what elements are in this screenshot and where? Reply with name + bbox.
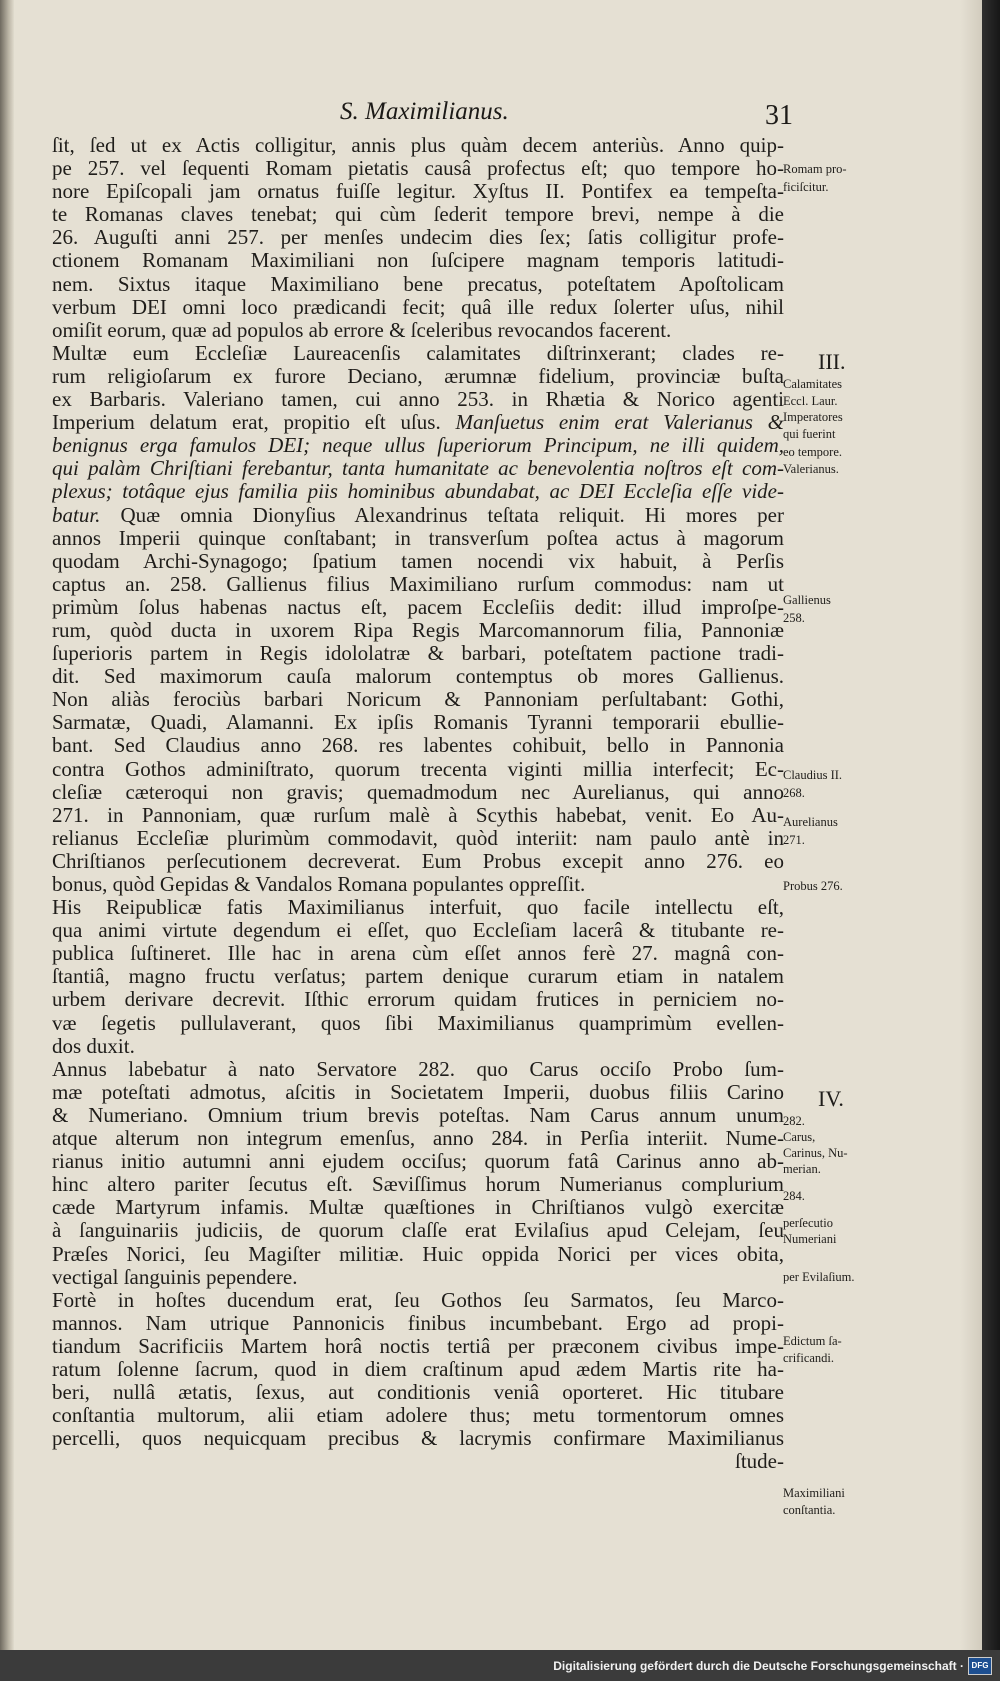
text-line bbox=[52, 1450, 784, 1473]
page-edge-shadow bbox=[960, 0, 982, 1650]
text-run: Quæ omnia Dionyſius Alexandrinus teſtata reliquit. Hi mores per bbox=[100, 503, 784, 527]
text-run: ratum ſolenne ſacrum, quod in diem craſtinum apud ædem Martis rite ha- bbox=[52, 1357, 784, 1381]
text-run: omiſit eorum, quæ ad populos ab errore & ſceleribus revocandos facerent. bbox=[52, 318, 672, 342]
margin-note: Imperatores bbox=[783, 410, 843, 424]
text-line bbox=[52, 480, 784, 503]
text-line bbox=[52, 1173, 784, 1196]
text-run: Annus labebatur à nato Servatore 282. quo Carus occiſo Probo ſum- bbox=[52, 1057, 784, 1081]
text-line bbox=[52, 1012, 784, 1035]
text-run: Multæ eum Eccleſiæ Laureacenſis calamitates diſtrinxerant; clades re- bbox=[52, 341, 784, 365]
text-line bbox=[52, 342, 784, 365]
text-run: rum religioſarum ex furore Deciano, ærumnæ fidelium, provinciæ buſta bbox=[52, 364, 784, 388]
text-line bbox=[52, 1127, 784, 1150]
text-run: bant. Sed Claudius anno 268. res labentes cohibuit, bello in Pannonia bbox=[52, 734, 784, 758]
text-run: rum, quòd ducta in uxorem Ripa Regis Marcomannorum filia, Pannoniæ bbox=[52, 618, 784, 642]
text-run: Chriſtianos perſecutionem decreverat. Eum Probus excepit anno 276. eo bbox=[52, 849, 784, 873]
text-line bbox=[52, 1289, 784, 1312]
text-run: ſtantiâ, magno fructu verſatus; partem denique curarum etiam in natalem bbox=[52, 965, 784, 989]
text-run: relianus Eccleſiæ plurimùm commodavit, quòd interiit: nam paulo antè in bbox=[52, 826, 784, 850]
text-run: His Reipublicæ fatis Maximilianus interfuit, quo facile intellectu eſt, bbox=[52, 896, 784, 920]
text-line bbox=[52, 896, 784, 919]
margin-note: III. bbox=[818, 349, 846, 374]
text-line bbox=[52, 596, 784, 619]
text-line bbox=[52, 1381, 784, 1404]
page-gutter bbox=[0, 0, 14, 1650]
margin-note: Claudius II. bbox=[783, 768, 843, 782]
text-run: tiandum Sacrificiis Martem horâ noctis tertiâ per præconem civibus impe- bbox=[52, 1334, 784, 1358]
text-run: mæ poteſtati admotus, aſcitis in Societatem Imperii, duobus filiis Carino bbox=[52, 1080, 784, 1104]
text-line bbox=[52, 1404, 784, 1427]
text-line bbox=[52, 1150, 784, 1173]
text-run: Imperium delatum erat, propitio eſt uſus. bbox=[52, 411, 456, 435]
text-run: cæde Martyrum infamis. Multæ quæſtiones in Chriſtianos vulgò exercitæ bbox=[52, 1196, 784, 1220]
text-line bbox=[52, 1266, 784, 1289]
text-line bbox=[52, 365, 784, 388]
text-line bbox=[52, 550, 784, 573]
funding-notice: Digitalisierung gefördert durch die Deutsche Forschungsgemeinschaft · bbox=[553, 1659, 964, 1673]
margin-note: qui fuerint bbox=[783, 427, 836, 441]
text-run: ctionem Romanam Maximiliani non ſuſcipere magnam temporis latitudi- bbox=[52, 249, 784, 273]
text-run: percelli, quos nequicquam precibus & lacrymis confirmare Maximilianus bbox=[52, 1427, 784, 1451]
text-line bbox=[52, 827, 784, 850]
scan-border bbox=[982, 0, 1000, 1681]
text-line bbox=[52, 688, 784, 711]
text-line bbox=[52, 226, 784, 249]
italic-text-run: plexus; totâque ejus familia piis hominibus abundabat, ac DEI Eccleſia eſſe vide- bbox=[52, 480, 784, 504]
text-run: vectigal ſanguinis pependere. bbox=[52, 1265, 298, 1289]
text-run: nem. Sixtus itaque Maximiliano bene precatus, poteſtatem Apoſtolicam bbox=[52, 272, 784, 296]
margin-note: eo tempore. bbox=[783, 445, 843, 459]
text-line bbox=[52, 1035, 784, 1058]
text-line bbox=[52, 388, 784, 411]
text-run: ſtude- bbox=[735, 1450, 784, 1474]
text-line bbox=[52, 873, 784, 896]
text-line bbox=[52, 134, 784, 157]
italic-text-run: qui palàm Chriſtiani ferebantur, tanta humanitate ac benevolentia noſtros eſt com- bbox=[52, 457, 784, 481]
margin-note: Numeriani bbox=[783, 1232, 837, 1246]
text-run: urbem derivare decrevit. Iſthic errorum quidam frutices in perniciem no- bbox=[52, 988, 784, 1012]
text-line bbox=[52, 573, 784, 596]
text-run: mannos. Nam utrique Pannonicis finibus incumbebant. Ergo ad propi- bbox=[52, 1311, 784, 1335]
margin-note: 271. bbox=[783, 833, 805, 847]
text-line bbox=[52, 434, 784, 457]
text-run: pe 257. vel ſequenti Romam pietatis causâ profectus eſt; quo tempore ho- bbox=[52, 157, 784, 181]
text-run: cleſiæ cæteroqui non gravis; quemadmodum nec Aurelianus, qui anno bbox=[52, 780, 784, 804]
text-line bbox=[52, 711, 784, 734]
text-line bbox=[52, 273, 784, 296]
text-line bbox=[52, 319, 784, 342]
text-line bbox=[52, 180, 784, 203]
text-line bbox=[52, 411, 784, 434]
text-line bbox=[52, 1243, 784, 1266]
margin-note: 284. bbox=[783, 1189, 805, 1203]
page-number: 31 bbox=[765, 100, 793, 131]
text-run: bonus, quòd Gepidas & Vandalos Romana populantes oppreſſit. bbox=[52, 873, 586, 896]
text-run: ſit, ſed ut ex Actis colligitur, annis plus quàm decem anteriùs. Anno quip- bbox=[52, 134, 784, 157]
text-line bbox=[52, 1058, 784, 1081]
text-run: atque alterum non integrum emenſus, anno 284. in Perſia interiit. Nume- bbox=[52, 1127, 784, 1151]
text-run: & Numeriano. Omnium trium brevis poteſtas. Nam Carus annum unum bbox=[52, 1103, 784, 1127]
margin-note: crificandi. bbox=[783, 1351, 835, 1365]
text-line bbox=[52, 850, 784, 873]
margin-note: Carinus, Nu- bbox=[783, 1146, 848, 1160]
text-run: Sarmatæ, Quadi, Alamanni. Ex ipſis Romanis Tyranni temporarii ebullie- bbox=[52, 711, 784, 735]
margin-note: Valerianus. bbox=[783, 462, 839, 476]
text-line bbox=[52, 504, 784, 527]
text-run: quodam Archi-Synagogo; ſpatium tamen nocendi vix habuit, à Perſis bbox=[52, 549, 784, 573]
running-header: S. Maximilianus. bbox=[340, 98, 509, 125]
dfg-logo-icon: DFG bbox=[968, 1657, 992, 1675]
text-line bbox=[52, 1081, 784, 1104]
text-run: beri, nullâ ætatis, ſexus, aut conditionis veniâ oporteret. Hic titubare bbox=[52, 1381, 784, 1405]
text-line bbox=[52, 157, 784, 180]
text-run: ex Barbaris. Valeriano tamen, cui anno 253. in Rhætia & Norico agenti bbox=[52, 388, 784, 412]
margin-note: perſecutio bbox=[783, 1216, 833, 1230]
text-line bbox=[52, 296, 784, 319]
text-line bbox=[52, 1312, 784, 1335]
text-run: te Romanas claves tenebat; qui cùm ſederit tempore brevi, nempe à die bbox=[52, 203, 784, 227]
margin-note: Gallienus bbox=[783, 593, 831, 607]
text-line bbox=[52, 1196, 784, 1219]
margin-note: Edictum ſa- bbox=[783, 1334, 842, 1348]
text-run: Fortè in hoſtes ducendum erat, ſeu Gothos ſeu Sarmatos, ſeu Marco- bbox=[52, 1288, 784, 1312]
text-line bbox=[52, 781, 784, 804]
text-line bbox=[52, 942, 784, 965]
margin-note: 268. bbox=[783, 786, 805, 800]
text-line bbox=[52, 457, 784, 480]
text-run: ſuperioris partem in Regis idololatræ & barbari, poteſtatem pactione tradi- bbox=[52, 642, 784, 666]
text-run: rianus initio autumni anni ejudem occiſus; quorum fatâ Carinus anno ab- bbox=[52, 1150, 784, 1174]
margin-note: Probus 276. bbox=[783, 879, 843, 893]
text-line bbox=[52, 758, 784, 781]
text-line bbox=[52, 1104, 784, 1127]
text-run: primùm ſolus habenas nactus eſt, pacem Eccleſiis dedit: illud improſpe- bbox=[52, 595, 784, 619]
italic-text-run: benignus erga famulos DEI; neque ullus ſuperiorum Principum, ne illi quidem, bbox=[52, 434, 784, 458]
text-run: contra Gothos adminiſtrato, quorum trecenta viginti millia interfecit; Ec- bbox=[52, 757, 784, 781]
margin-note: 282. bbox=[783, 1114, 805, 1128]
text-line bbox=[52, 1219, 784, 1242]
margin-note: ficiſcitur. bbox=[783, 180, 829, 194]
margin-note: conſtantia. bbox=[783, 1503, 836, 1517]
text-run: verbum DEI omni loco prædicandi fecit; quâ ille redux ſolerter uſus, nihil bbox=[52, 295, 784, 319]
margin-note: Romam pro- bbox=[783, 162, 847, 176]
margin-note: Maximiliani bbox=[783, 1486, 845, 1500]
text-run: à ſanguinariis judiciis, de quorum claſſe erat Evilaſius apud Celejam, ſeu bbox=[52, 1219, 784, 1243]
margin-note: 258. bbox=[783, 611, 805, 625]
text-line bbox=[52, 203, 784, 226]
italic-text-run: batur. bbox=[52, 503, 101, 527]
text-run: 26. Auguſti anni 257. per menſes undecim dies ſex; ſatis colligitur profe- bbox=[52, 226, 784, 250]
margin-note: IV. bbox=[818, 1086, 844, 1111]
text-line bbox=[52, 665, 784, 688]
margin-note: Carus, bbox=[783, 1130, 816, 1144]
text-run: conſtantia multorum, alii etiam adolere thus; metu tormentorum omnes bbox=[52, 1404, 784, 1428]
text-run: dit. Sed maximorum cauſa malorum contemptus ob mores Gallienus. bbox=[52, 665, 784, 689]
margin-note: Aurelianus bbox=[783, 815, 838, 829]
margin-note: Calamitates bbox=[783, 377, 843, 391]
text-line bbox=[52, 1335, 784, 1358]
text-run: hinc altero pariter ſecutus eſt. Sæviſſimus horum Numerianus complurium bbox=[52, 1173, 784, 1197]
text-line bbox=[52, 527, 784, 550]
text-run: publica ſuſtineret. Ille hac in arena cùm eſſet annos ferè 27. magnâ con- bbox=[52, 942, 784, 966]
text-run: annos Imperii quinque conſtabant; in transverſum poſtea actus à magorum bbox=[52, 526, 784, 550]
text-line bbox=[52, 965, 784, 988]
text-run: Non aliàs ferociùs barbari Noricum & Pannoniam perſultabant: Gothi, bbox=[52, 688, 784, 712]
text-line bbox=[52, 804, 784, 827]
text-run: 271. in Pannoniam, quæ rurſum malè à Scythis habebat, venit. Eo Au- bbox=[52, 803, 784, 827]
text-line bbox=[52, 642, 784, 665]
text-line bbox=[52, 988, 784, 1011]
text-line bbox=[52, 734, 784, 757]
text-run: dos duxit. bbox=[52, 1034, 135, 1058]
margin-note: merian. bbox=[783, 1162, 821, 1176]
text-line bbox=[52, 1358, 784, 1381]
text-run: qua animi virtute degendum ei eſſet, quo Eccleſiam lacerâ & titubante re- bbox=[52, 919, 784, 943]
text-run: Præſes Norici, ſeu Magiſter militiæ. Huic oppida Norici per vices obita, bbox=[52, 1242, 784, 1266]
margin-note: Eccl. Laur. bbox=[783, 394, 838, 408]
text-run: captus an. 258. Gallienus filius Maximiliano rurſum commodus: nam ut bbox=[52, 572, 784, 596]
text-line bbox=[52, 619, 784, 642]
text-line bbox=[52, 1427, 784, 1450]
text-line bbox=[52, 249, 784, 272]
italic-text-run: Manſuetus enim erat Valerianus & bbox=[455, 411, 784, 435]
text-run: nore Epiſcopali jam ornatus fuiſſe legitur. Xyſtus II. Pontifex ea tempeſta- bbox=[52, 180, 784, 204]
text-run: væ ſegetis pullulaverant, quos ſibi Maximilianus quamprimùm evellen- bbox=[52, 1011, 784, 1035]
main-text bbox=[52, 134, 784, 1473]
margin-note: per Evilaſium. bbox=[783, 1270, 855, 1284]
text-line bbox=[52, 919, 784, 942]
